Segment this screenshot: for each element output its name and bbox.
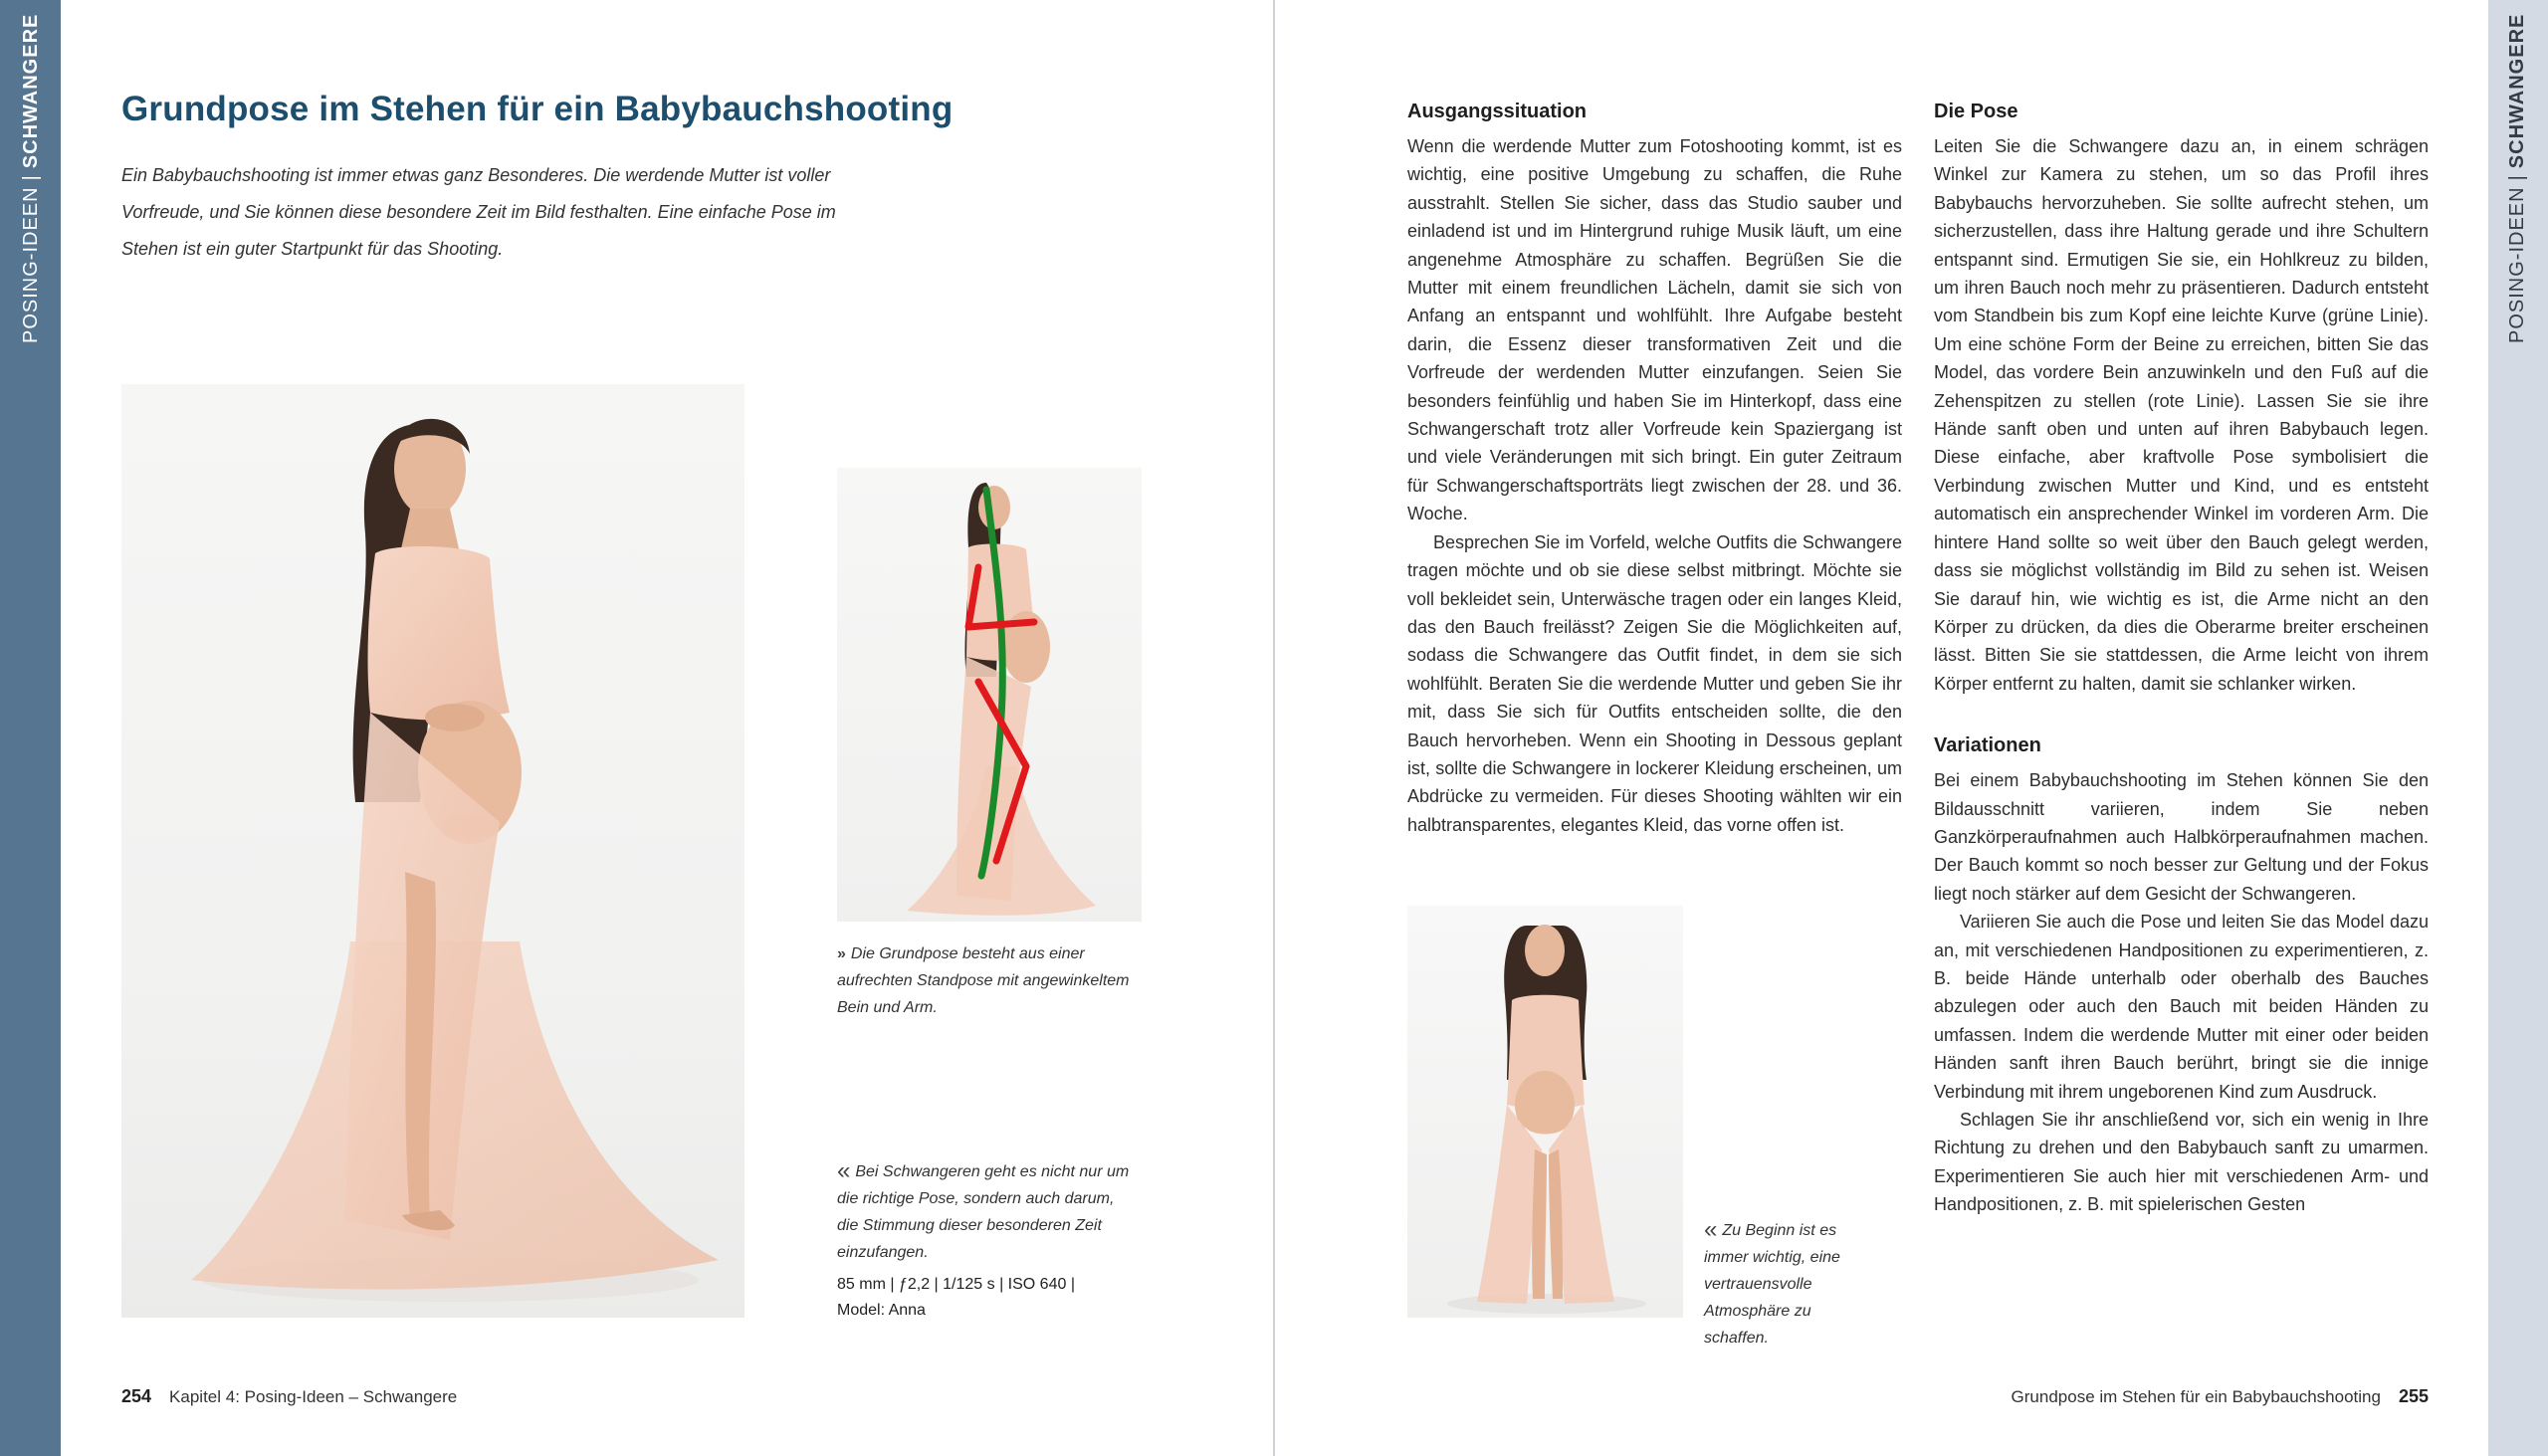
intro-text: Ein Babybauchshooting ist immer etwas ganz Besonderes. Die werdende Mutter ist voller Vorfreude, und Sie können diese besondere Zeit im Bild festhalten. Eine einfache Pose im Stehen ist ein guter Startpunkt für das Shooting. bbox=[121, 165, 836, 259]
caption-front bbox=[1704, 1216, 1873, 1352]
page-title: Grundpose im Stehen für ein Babybauchshooting bbox=[121, 90, 954, 128]
exif-line: 85 mm | ƒ2,2 | 1/125 s | ISO 640 | bbox=[837, 1276, 1075, 1293]
caption-pose bbox=[837, 940, 1146, 1021]
section-label-separator-right: | bbox=[2506, 174, 2528, 181]
caption-front-text: Zu Beginn ist es immer wichtig, eine vertrauensvolle Atmosphäre zu schaffen. bbox=[1704, 1222, 1840, 1347]
heading-variationen: Variationen bbox=[1934, 734, 2041, 757]
paragraph-ausgangssituation-2: Besprechen Sie im Vorfeld, welche Outfits die Schwangere tragen möchte und ob sie diese selbst mitbringt. Möchte sie voll bekleidet sein, Unterwäsche tragen oder ein langes Kleid, das den Bauch freilässt? Zeigen Sie die Möglichkeiten auf, sodass die Schwangere das Outfit findet, in dem sie sich wohlfühlt. Beraten Sie die werdende Mutter und geben Sie ihr mit, dass Sie sich für Outfits entscheiden sollte, die den Bauch hervorheben. Wenn ein Shooting in Dessous geplant ist, sollte die Schwangere in lockerer Kleidung erscheinen, um Abdrücke zu vermeiden. Für dieses Shooting wählten wir ein halbtransparentes, elegantes Kleid, das vorne offen ist. bbox=[1407, 531, 1902, 835]
main-photo-illustration bbox=[121, 384, 744, 1318]
section-label-light-right: POSING-IDEEN bbox=[2506, 186, 2528, 343]
pose-diagram-photo bbox=[837, 468, 1142, 922]
section-label-bold-right: SCHWANGERE bbox=[2506, 13, 2528, 169]
heading-die-pose: Die Pose bbox=[1934, 101, 2018, 122]
caption-quote-text: Bei Schwangeren geht es nicht nur um die richtige Pose, sondern auch darum, die Stimmung dieser besonderen Zeit einzufangen. bbox=[837, 1163, 1130, 1261]
folio-left bbox=[121, 1386, 457, 1407]
section-label-light: POSING-IDEEN bbox=[20, 186, 42, 343]
section-label-left bbox=[20, 14, 43, 343]
caption-front-mark: « bbox=[1704, 1216, 1718, 1243]
heading-ausgangssituation: Ausgangssituation bbox=[1407, 101, 1588, 122]
pose-diagram-illustration bbox=[837, 468, 1142, 922]
section-label-right bbox=[2506, 14, 2529, 343]
model-line: Model: Anna bbox=[837, 1302, 926, 1319]
front-pose-illustration bbox=[1407, 906, 1683, 1318]
paragraph-variationen-3: Schlagen Sie ihr anschließend vor, sich ein wenig in Ihre Richtung zu drehen und den Babybauch sanft zu umarmen. Experimentieren Sie auch hier mit verschiedenen Arm- und Handpositionen, z. B. mit spielerischen Gesten bbox=[1934, 1110, 2429, 1215]
photo-metadata bbox=[837, 1272, 1136, 1324]
caption-pose-text: Die Grundpose besteht aus einer aufrechten Standpose mit angewinkeltem Bein und Arm. bbox=[837, 945, 1130, 1016]
folio-right bbox=[2012, 1386, 2429, 1407]
caption-pose-mark: » bbox=[837, 945, 846, 962]
paragraph-pose: Leiten Sie die Schwangere dazu an, in einem schrägen Winkel zur Kamera zu stehen, um so das Profil ihres Babybauchs hervorzuheben. Sie sollte aufrecht stehen, um sicherzustellen, dass ihre Haltung gerade und ihre Schultern entspannt sind. Ermutigen Sie sie, ein Hohlkreuz zu bilden, um ihren Bauch noch mehr zu präsentieren. Dadurch entsteht vom Standbein bis zum Kopf eine leichte Kurve (grüne Linie). Um eine schöne Form der Beine zu erreichen, bitten Sie das Model, das vordere Bein anzuwinkeln und den Fuß auf die Zehenspitzen zu stellen (rote Linie). Lassen Sie sie ihre Hände sanft oben und unten auf ihren Babybauch legen. Diese einfache, aber kraftvolle Pose symbolisiert die Verbindung zwischen Mutter und Kind, und es entsteht automatisch ein ansprechender Winkel im vorderen Arm. Die hintere Hand sollte so weit über den Bauch gelegt werden, dass sie möglichst vollständig im Bild zu sehen ist. Weisen Sie darauf hin, wie wichtig es ist, die Arme nicht an den Körper zu drücken, da dies die Oberarme breiter erscheinen lässt. Bitten Sie sie stattdessen, die Arme leicht von ihrem Körper entfernt zu halten, damit sie schlanker wirken. bbox=[1934, 136, 2429, 694]
paragraph-variationen-2: Variieren Sie auch die Pose und leiten Sie das Model dazu an, mit verschiedenen Handpositionen zu experimentieren, z. B. beide Hände unterhalb oder oberhalb des Bauches abzulegen oder auch den Bauch mit beiden Händen zu umfassen. Indem die werdende Mutter mit einer oder beiden Händen sanft ihren Bauch berührt, bringt sie die innige Verbindung mit ihrem ungeborenen Kind zum Ausdruck. bbox=[1934, 912, 2429, 1102]
page-number-left: 254 bbox=[121, 1386, 152, 1406]
front-pose-photo bbox=[1407, 906, 1683, 1318]
section-label-bold: SCHWANGERE bbox=[20, 13, 42, 169]
column-pose bbox=[1934, 98, 2429, 1219]
caption-quote-mark: « bbox=[837, 1157, 851, 1184]
paragraph-variationen-1: Bei einem Babybauchshooting im Stehen können Sie den Bildausschnitt variieren, indem Sie neben Ganzkörperaufnahmen auch Halbkörperaufnahmen machen. Der Bauch kommt so noch besser zur Geltung und der Fokus liegt noch stärker auf dem Gesicht der Schwangeren. bbox=[1934, 770, 2429, 904]
gutter-divider bbox=[1273, 0, 1275, 1456]
caption-quote bbox=[837, 1157, 1136, 1266]
column-ausgangssituation bbox=[1407, 98, 1902, 839]
section-label-separator: | bbox=[20, 174, 42, 181]
page-number-right: 255 bbox=[2398, 1386, 2429, 1406]
running-head-left: Kapitel 4: Posing-Ideen – Schwangere bbox=[169, 1387, 458, 1406]
main-photo bbox=[121, 384, 744, 1318]
paragraph-ausgangssituation-1: Wenn die werdende Mutter zum Fotoshooting kommt, ist es wichtig, eine positive Umgebung zu schaffen, die Ruhe ausstrahlt. Stellen Sie sicher, dass das Studio sauber und einladend ist und im Hintergrund ruhige Musik läuft, um eine angenehme Atmosphäre zu schaffen. Begrüßen Sie die Mutter mit einem freundlichen Lächeln, damit sie sich von Anfang an entspannt und wohlfühlt. Ihre Aufgabe besteht darin, die Essenz dieser transformativen Zeit und die Vorfreude der werdenden Mutter einzufangen. Seien Sie besonders feinfühlig und haben Sie im Hinterkopf, dass eine Schwangerschaft trotz aller Vorfreude kein Spaziergang ist und viele Veränderungen mit sich bringt. Ein guter Zeitraum für Schwangerschaftsporträts liegt zwischen der 28. und 36. Woche. bbox=[1407, 136, 1902, 524]
running-head-right: Grundpose im Stehen für ein Babybauchshooting bbox=[2011, 1387, 2381, 1406]
